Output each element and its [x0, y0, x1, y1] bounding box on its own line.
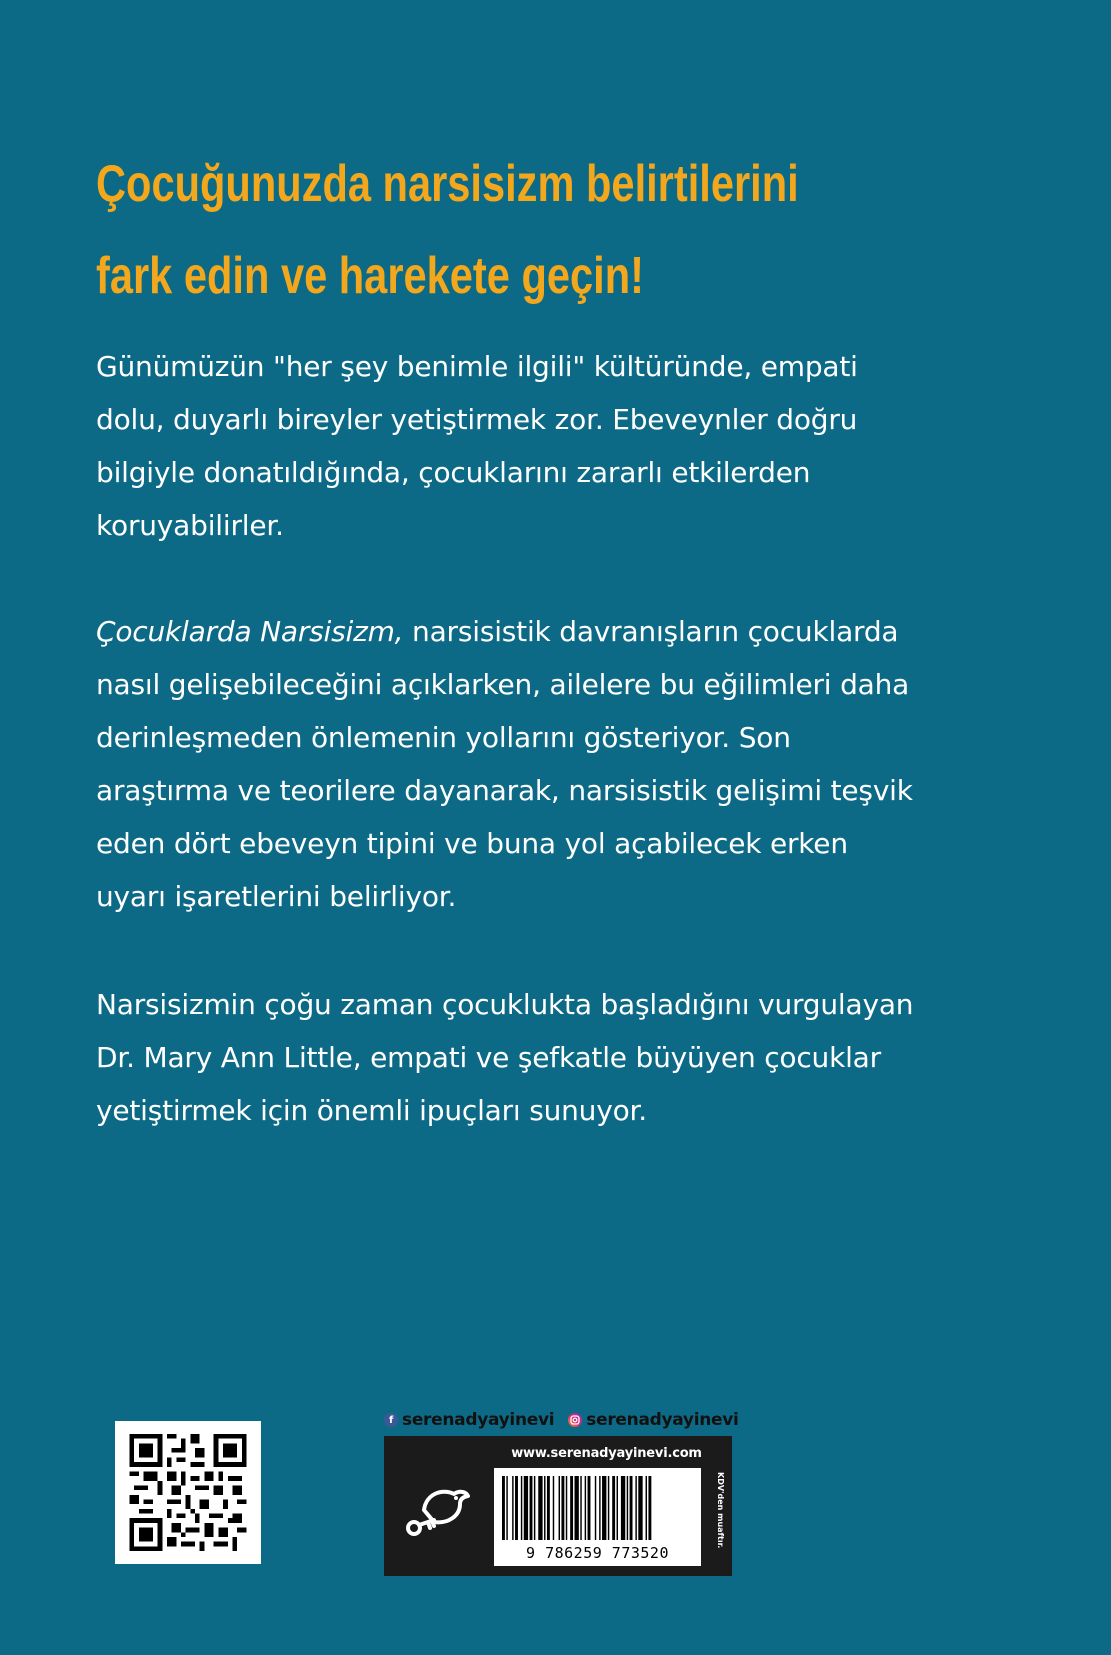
- barcode-bar: [566, 1476, 567, 1540]
- barcode-bar: [530, 1476, 533, 1540]
- publisher-website[interactable]: www.serenadyayinevi.com: [511, 1446, 702, 1461]
- instagram-link[interactable]: [568, 1410, 738, 1430]
- barcode-bar: [506, 1476, 507, 1540]
- barcode-bar: [521, 1476, 522, 1540]
- paragraph-line: yetiştirmek için önemli ipuçları sunuyor.: [96, 1094, 647, 1127]
- paragraph-line: eden dört ebeveyn tipini ve buna yol açabilecek erken: [96, 827, 848, 860]
- barcode-bar: [585, 1476, 586, 1540]
- barcode-bar: [648, 1476, 651, 1540]
- barcode-bar: [627, 1476, 628, 1540]
- qr-code[interactable]: [115, 1421, 261, 1564]
- barcode-bar: [602, 1476, 606, 1540]
- tax-note: KDV'den muaftır.: [716, 1472, 725, 1549]
- barcode-bar: [538, 1476, 542, 1540]
- barcode-bar: [575, 1476, 579, 1540]
- barcode-bar: [524, 1476, 528, 1540]
- barcode-bar: [617, 1476, 618, 1540]
- paragraph-book-summary: [96, 605, 976, 923]
- barcode-bar: [570, 1476, 573, 1540]
- barcode-bar: [646, 1476, 647, 1540]
- paragraph-line: araştırma ve teorilere dayanarak, narsisistik gelişimi teşvik: [96, 774, 913, 807]
- facebook-handle: serenadyayinevi: [402, 1410, 555, 1430]
- barcode-bars: [502, 1476, 693, 1540]
- headline-line-2: fark edin ve harekete geçin!: [96, 247, 644, 305]
- barcode-bar: [588, 1476, 591, 1540]
- paragraph-author: [96, 978, 976, 1137]
- instagram-icon: [568, 1413, 582, 1427]
- barcode-bar: [534, 1476, 535, 1540]
- barcode-bar: [621, 1476, 625, 1540]
- barcode-bar: [595, 1476, 596, 1540]
- paragraph-line: nasıl gelişebileceğini açıklarken, ailelere bu eğilimleri daha: [96, 668, 910, 701]
- paragraph-line: [96, 605, 976, 658]
- paragraph-line: uyarı işaretlerini belirliyor.: [96, 880, 457, 913]
- barcode-bar: [608, 1476, 609, 1540]
- barcode-bar: [544, 1476, 545, 1540]
- paragraph-line-rest: narsisistik davranışların çocuklarda: [403, 615, 899, 648]
- paragraph-line: derinleşmeden önlemenin yollarını gösteriyor. Son: [96, 721, 791, 754]
- bird-key-logo: [404, 1480, 474, 1540]
- paragraph-line: Günümüzün "her şey benimle ilgili" kültüründe, empati: [96, 350, 858, 383]
- barcode-bar: [512, 1476, 513, 1540]
- barcode-bar: [553, 1476, 554, 1540]
- barcode-bar: [559, 1476, 560, 1540]
- instagram-handle: serenadyayinevi: [586, 1410, 739, 1430]
- paragraph-line: bilgiyle donatıldığında, çocuklarını zararlı etkilerden: [96, 456, 811, 489]
- barcode-bar: [599, 1476, 600, 1540]
- barcode-bar: [638, 1476, 642, 1540]
- paragraph-line: Dr. Mary Ann Little, empati ve şefkatle büyüyen çocuklar: [96, 1041, 881, 1074]
- paragraph-line: dolu, duyarlı bireyler yetiştirmek zor. Ebeveynler doğru: [96, 403, 858, 436]
- isbn-number: 9 786259 773520: [526, 1544, 669, 1562]
- headline: [96, 138, 816, 322]
- barcode-bar: [547, 1476, 550, 1540]
- barcode: [494, 1468, 701, 1566]
- qr-code-pattern: [128, 1434, 248, 1551]
- headline-line-1: Çocuğunuzda narsisizm belirtilerini: [96, 155, 799, 213]
- barcode-bar: [502, 1476, 505, 1540]
- publisher-panel: [384, 1436, 732, 1576]
- social-links: [384, 1408, 753, 1432]
- barcode-bar: [580, 1476, 581, 1540]
- barcode-bar: [612, 1476, 615, 1540]
- book-title: Çocuklarda Narsisizm,: [96, 615, 404, 648]
- facebook-icon: f: [384, 1413, 398, 1427]
- barcode-bar: [561, 1476, 564, 1540]
- barcode-bar: [635, 1476, 636, 1540]
- facebook-link[interactable]: [384, 1410, 554, 1430]
- paragraph-intro: [96, 340, 976, 552]
- paragraph-line: koruyabilirler.: [96, 509, 284, 542]
- barcode-bar: [515, 1476, 518, 1540]
- barcode-bar: [630, 1476, 633, 1540]
- paragraph-line: Narsisizmin çoğu zaman çocuklukta başladığını vurgulayan: [96, 988, 914, 1021]
